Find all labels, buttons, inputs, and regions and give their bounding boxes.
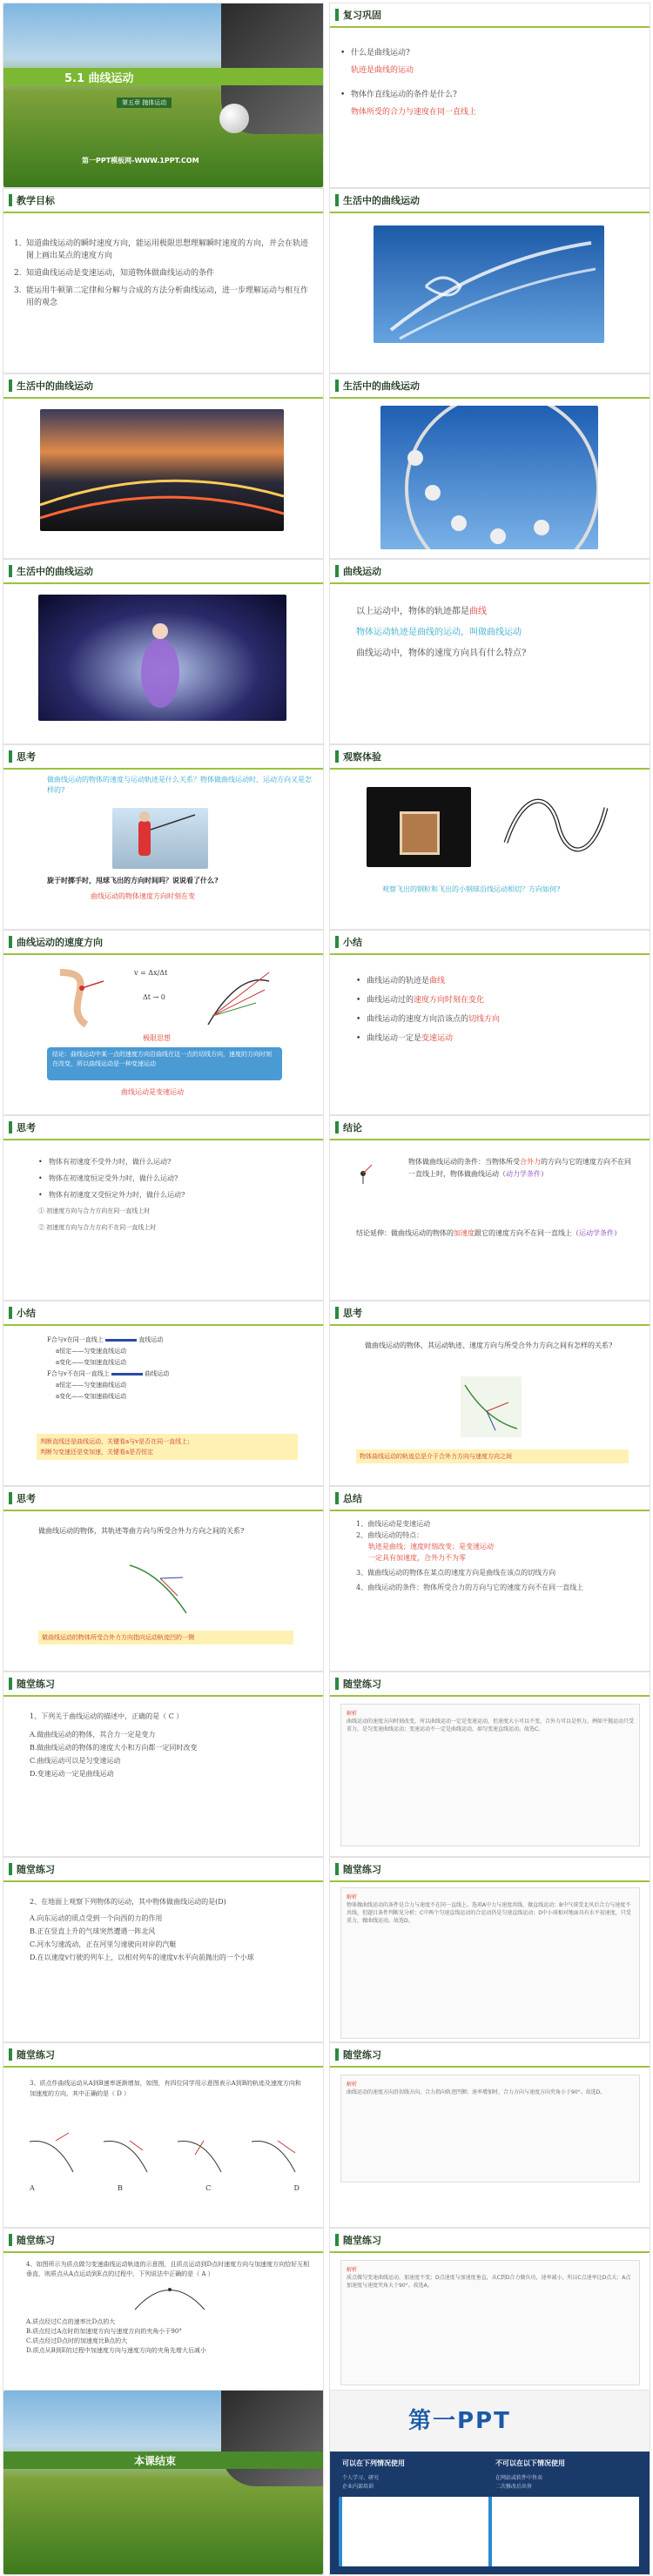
slide-title: 复习巩固 bbox=[343, 10, 381, 21]
slide-title: 曲线运动 bbox=[343, 566, 381, 577]
slide-header bbox=[3, 2229, 323, 2253]
slide-title: 教学目标 bbox=[17, 195, 55, 206]
slide-6 bbox=[330, 374, 650, 558]
title-banner bbox=[3, 68, 323, 85]
condition-text: 物体做曲线运动的条件：当物体所受合外力的方向与它的速度方向不在同一直线上时，物体做曲线运动（动力学条件） bbox=[408, 1158, 631, 1178]
slide-13 bbox=[3, 1116, 323, 1300]
option: D.变速运动一定是曲线运动 bbox=[30, 1770, 114, 1778]
extension-text: 结论延伸：做曲线运动的物体的加速度跟它的速度方向不在同一直线上（运动学条件） bbox=[356, 1229, 621, 1237]
answer: 曲线运动的物体速度方向时刻在变 bbox=[91, 892, 195, 900]
slide-14 bbox=[330, 1116, 650, 1300]
text-line: 物体运动轨迹是曲线的运动，叫做曲线运动 bbox=[356, 628, 522, 637]
summary-item: • 曲线运动的速度方向沿该点的切线方向 bbox=[356, 1012, 639, 1026]
slide-header bbox=[3, 1672, 323, 1697]
slide-19 bbox=[3, 1672, 323, 1856]
slide-title: 生活中的曲线运动 bbox=[343, 380, 420, 392]
slide-title: 思考 bbox=[17, 1493, 36, 1504]
slide-18 bbox=[330, 1487, 650, 1671]
slide-title: 随堂练习 bbox=[343, 1864, 381, 1875]
slide-header bbox=[330, 189, 650, 213]
summary-item: 3、做曲线运动的物体在某点的速度方向是曲线在该点的切线方向 bbox=[356, 1569, 556, 1577]
slide-15 bbox=[3, 1301, 323, 1485]
airshow-photo bbox=[374, 225, 604, 343]
slide-title: 观察体验 bbox=[343, 751, 381, 763]
summary-item: • 曲线运动过的速度方向时刻在变化 bbox=[356, 993, 639, 1007]
slide-title: 随堂练习 bbox=[17, 1678, 55, 1690]
slide-header bbox=[330, 2043, 650, 2068]
slide-header bbox=[330, 2229, 650, 2253]
slide-title: 总结 bbox=[343, 1493, 362, 1504]
think-question: 做曲线运动的物体，其运动轨迹、速度方向与所受合外力方向之间有怎样的关系? bbox=[365, 1342, 613, 1349]
slide-header bbox=[3, 1301, 323, 1326]
photo-frame bbox=[400, 811, 440, 855]
answer: 曲线运动是变速运动 bbox=[121, 1088, 184, 1096]
slide-11 bbox=[3, 931, 323, 1114]
summary-sub: 一定具有加速度，合外力不为零 bbox=[368, 1554, 466, 1562]
option: C.质点经过D点时的加速度比B点的大 bbox=[26, 2337, 128, 2344]
slide-25 bbox=[3, 2229, 323, 2412]
curve-trajectory-diagram bbox=[497, 790, 610, 860]
skater-graphic bbox=[38, 595, 286, 721]
option: C.曲线运动可以是匀变速运动 bbox=[30, 1757, 121, 1765]
question: 4、如图所示为质点做匀变速曲线运动轨迹的示意图，且质点运动到D点时速度方向与加速度方向恰好互相垂直，则质点从A点运动到E点的过程中，下列说法中正确的是（ A ） bbox=[26, 2261, 310, 2277]
question: • 物体作直线运动的条件是什么? bbox=[340, 89, 639, 101]
slide-header bbox=[330, 1487, 650, 1511]
highlight-box: 判断直线还是曲线运动，关键看a与v是否在同一直线上； 判断匀变速还是变加速，关键看a是否恒定 bbox=[37, 1434, 298, 1460]
answer-box: 做曲线运动的物体所受合外力方向指向运动轨迹凹的一侧 bbox=[38, 1631, 293, 1644]
slide-3 bbox=[3, 189, 323, 373]
end-title: 本课结束 bbox=[134, 2455, 177, 2467]
slide-12 bbox=[330, 931, 650, 1114]
option-diagrams bbox=[21, 2129, 308, 2181]
summary-item: • 曲线运动一定是变速运动 bbox=[356, 1032, 639, 1046]
explanation-box: 解析 质点做匀变速曲线运动，加速度不变；D点速度与加速度垂直，从C到D合力做负功，速率减小，所以C点速率比D点大；A点加速度与速度夹角大于90°。故选A。 bbox=[340, 2260, 640, 2385]
player-legs-image bbox=[221, 2391, 323, 2486]
caption: 极限思想 bbox=[143, 1034, 171, 1042]
option: A.做曲线运动的物体，其合力一定是变力 bbox=[30, 1731, 156, 1739]
text-line: 以上运动中，物体的轨迹都是曲线 bbox=[356, 607, 487, 616]
slide-23 bbox=[3, 2043, 323, 2227]
slide-title: 思考 bbox=[343, 1308, 362, 1319]
slide-title: 随堂练习 bbox=[17, 2049, 55, 2061]
answer: 物体所受的合力与速度在同一直线上 bbox=[351, 108, 477, 117]
trajectory-force-diagram bbox=[461, 1376, 522, 1437]
slide-title: 随堂练习 bbox=[343, 1678, 381, 1690]
tangent-limit-diagram bbox=[204, 964, 273, 1033]
explanation-box: 解析 物体做曲线运动的条件是合力与速度不在同一直线上。选项A中力与速度共线，做直线运动；B中气球受北风后合力与速度不共线，但题目条件判断见分析；C中两个匀速直线运动的合运动仍是匀速直线运动；D中小球相对地面具有水平初速度，只受重力，做曲线运动。故选D。 bbox=[340, 1887, 640, 2039]
allowed-header: 可以在下列情况使用 bbox=[342, 2459, 405, 2467]
slide-27-end bbox=[3, 2391, 323, 2574]
slide-header bbox=[330, 1116, 650, 1140]
summary-item: 1、曲线运动是变速运动 bbox=[356, 1520, 431, 1528]
slide-title: 曲线运动的速度方向 bbox=[17, 937, 103, 948]
option: D.在以速度v行驶的列车上，以相对列车的速度v水平向前抛出的一个小球 bbox=[30, 1954, 254, 1961]
brand-logo: 第一PPT bbox=[408, 2408, 511, 2434]
summary-item: 4、曲线运动的条件：物体所受合力的方向与它的速度方向不在同一直线上 bbox=[356, 1584, 584, 1591]
answer: 轨迹是曲线的运动 bbox=[351, 66, 414, 75]
option: A.质点经过C点的速率比D点的大 bbox=[26, 2318, 116, 2325]
football-icon bbox=[219, 104, 249, 133]
slide-1-cover bbox=[3, 3, 323, 187]
sub-case: ② 初速度方向与合力方向不在同一直线上时 bbox=[38, 1224, 157, 1231]
option: B.做曲线运动的物体的速度大小和方向都一定同时改变 bbox=[30, 1744, 198, 1752]
slide-header bbox=[3, 745, 323, 770]
slide-26 bbox=[330, 2229, 650, 2412]
slide-header bbox=[330, 1672, 650, 1697]
goal-item: 3. 能运用牛顿第二定律和分解与合成的方法分析曲线运动，进一步理解运动与相互作用的观念 bbox=[14, 286, 309, 307]
question: 2、在地面上观察下列物体的运动，其中物体做曲线运动的是(D) bbox=[30, 1898, 226, 1906]
cover-title: 5.1 曲线运动 bbox=[64, 72, 134, 85]
figure-skater-photo bbox=[38, 595, 286, 721]
slide-header bbox=[330, 560, 650, 584]
question: • 物体在初速度恒定受外力时，做什么运动? bbox=[38, 1173, 313, 1184]
question: 3、质点作曲线运动从A到B速率逐渐增加，如图，有四位同学用示意图表示A到B的轨迹及速度方向和加速度的方向，其中正确的是（ D ） bbox=[30, 2080, 301, 2097]
slide-header bbox=[3, 1858, 323, 1882]
conclusion-box: 结论：曲线运动中某一点的速度方向沿曲线在这一点的切线方向，速度的方向时刻在改变，所以曲线运动是一种变速运动 bbox=[47, 1047, 282, 1080]
text-line: 曲线运动中，物体的速度方向具有什么特点? bbox=[356, 649, 527, 658]
allowed-list: 个人学习、研究 企业内部培训 bbox=[342, 2475, 380, 2490]
slide-2 bbox=[330, 3, 650, 187]
grinder-sparks-photo bbox=[367, 787, 471, 867]
option: A.向东运动的质点受到一个向西的力的作用 bbox=[30, 1914, 163, 1922]
velocity-formula: v = Δx/Δt bbox=[134, 969, 168, 977]
trajectory-diagram bbox=[131, 2279, 209, 2314]
question: • 物体有初速度又受恒定外力时，做什么运动? bbox=[38, 1189, 313, 1201]
summary-item: • 曲线运动的轨迹是曲线 bbox=[356, 974, 639, 988]
goal-item: 1. 知道曲线运动的瞬时速度方向，能运用极限思想理解瞬时速度的方向，并会在轨迹图上画出某点的速度方向 bbox=[14, 239, 309, 260]
sub-case: ① 初速度方向与合力方向在同一直线上时 bbox=[38, 1207, 151, 1214]
answer-box: 物体曲线运动的轨迹总是介于合外力方向与速度方向之间 bbox=[356, 1449, 629, 1463]
option: B.质点经过A点时的加速度方向与速度方向的夹角小于90° bbox=[26, 2328, 182, 2335]
slide-title: 结论 bbox=[343, 1122, 362, 1133]
slide-8 bbox=[330, 560, 650, 743]
slide-header bbox=[330, 1858, 650, 1882]
light-trails bbox=[40, 409, 284, 531]
slide-title: 思考 bbox=[17, 751, 36, 763]
slide-title: 随堂练习 bbox=[17, 2235, 55, 2246]
slide-4 bbox=[330, 189, 650, 373]
think-question: 做曲线运动的物体的速度与运动轨迹是什么关系？物体做曲线运动时，运动方向又是怎样的? bbox=[47, 776, 312, 794]
slide-header bbox=[330, 1301, 650, 1326]
slide-20 bbox=[330, 1672, 650, 1856]
slide-title: 生活中的曲线运动 bbox=[17, 566, 93, 577]
goal-item: 2. 知道曲线运动是变速运动，知道物体做曲线运动的条件 bbox=[14, 269, 215, 278]
option: C.河水匀速流动，正在河里匀速驶向对岸的汽艇 bbox=[30, 1940, 177, 1948]
slide-header bbox=[3, 931, 323, 955]
question: • 什么是曲线运动? bbox=[340, 47, 639, 59]
think-question: 做曲线运动的物体，其轨迹等曲方向与所受合外力方向之间的关系? bbox=[38, 1527, 245, 1535]
hint-question: 旋于时掷手时，甩球飞出的方向时间吗？说说看了什么? bbox=[47, 876, 219, 884]
slide-22 bbox=[330, 1858, 650, 2041]
slide-header bbox=[3, 560, 323, 584]
question: • 物体有初速度不受外力时，做什么运动? bbox=[38, 1156, 313, 1167]
caption: 观察飞出的钢粒和飞出的小钢球沿线运动相切？方向如何? bbox=[382, 885, 561, 893]
explanation-box: 解析 曲线运动的速度方向沿切线方向，合力指向轨迹凹侧；速率增加时，合力方向与速度方向夹角小于90°。故选D。 bbox=[340, 2075, 640, 2183]
slide-header bbox=[3, 1487, 323, 1511]
slide-7 bbox=[3, 560, 323, 743]
slide-header bbox=[330, 3, 650, 28]
slide-header bbox=[330, 931, 650, 955]
slide-16 bbox=[330, 1301, 650, 1485]
slide-17 bbox=[3, 1487, 323, 1671]
limit-formula: Δt → 0 bbox=[143, 993, 165, 1001]
slide-header bbox=[3, 1116, 323, 1140]
links-table bbox=[339, 2497, 639, 2566]
ferris-wheel-photo bbox=[380, 406, 598, 549]
slide-title: 思考 bbox=[17, 1122, 36, 1133]
cover-subtitle: 第五章 抛体运动 bbox=[117, 98, 172, 108]
option: B.正在竖直上升的气球突然遭遇一阵北风 bbox=[30, 1927, 156, 1935]
slide-header bbox=[3, 2043, 323, 2068]
forbidden-list: 在网站或软件中售卖 二次修改后出售 bbox=[495, 2475, 543, 2490]
highway-night-photo bbox=[40, 409, 284, 531]
slide-title: 随堂练习 bbox=[17, 1864, 55, 1875]
cover-site: 第一PPT模板网-WWW.1PPT.COM bbox=[82, 157, 199, 165]
slide-header bbox=[3, 374, 323, 399]
option: D.质点从B到E的过程中加速度方向与速度方向的夹角先增大后减小 bbox=[26, 2347, 206, 2354]
ferris-wheel-graphic bbox=[380, 406, 598, 549]
summary-sub: 轨迹是曲线；速度时刻改变；是变速运动 bbox=[368, 1543, 494, 1550]
hammer-throw-photo bbox=[112, 808, 208, 869]
slide-28-license bbox=[330, 2391, 650, 2574]
trajectory-concave-diagram bbox=[125, 1557, 195, 1618]
force-velocity-icon bbox=[356, 1158, 374, 1184]
explanation-box: 解析 曲线运动的速度方向时刻改变，所以曲线运动一定是变速运动，但速度大小可以不变，合外力可以是恒力，例如平抛运动只受重力，是匀变速曲线运动；变速运动不一定是曲线运动，如匀变速直线运动。故选C。 bbox=[340, 1704, 640, 1846]
slide-title: 生活中的曲线运动 bbox=[17, 380, 93, 392]
smoke-trails bbox=[374, 225, 604, 343]
slide-header bbox=[330, 745, 650, 770]
thrower-graphic bbox=[112, 808, 208, 869]
forbidden-header: 不可以在以下情况使用 bbox=[495, 2459, 565, 2467]
summary-tree: F合与v在同一直线上 直线运动 a恒定——匀变速直线运动 a变化——变加速直线运动 F合与v不在同一直线上 曲线运动 a恒定——匀变速曲线运动 a变化——变加速曲线运动 bbox=[47, 1336, 170, 1400]
slide-header bbox=[330, 374, 650, 399]
slide-24 bbox=[330, 2043, 650, 2227]
slide-title: 小结 bbox=[17, 1308, 36, 1319]
slide-title: 小结 bbox=[343, 937, 362, 948]
slide-21 bbox=[3, 1858, 323, 2041]
slide-title: 随堂练习 bbox=[343, 2235, 381, 2246]
curve-velocity-diagram bbox=[51, 964, 112, 1033]
slide-title: 生活中的曲线运动 bbox=[343, 195, 420, 206]
option-labels: A B C D bbox=[30, 2184, 300, 2192]
slide-header bbox=[3, 189, 323, 213]
slide-10 bbox=[330, 745, 650, 929]
question: 1、下列关于曲线运动的描述中，正确的是（ C ） bbox=[30, 1712, 184, 1720]
slide-title: 随堂练习 bbox=[343, 2049, 381, 2061]
summary-item: 2、曲线运动的特点： bbox=[356, 1531, 424, 1539]
slide-5 bbox=[3, 374, 323, 558]
slide-9 bbox=[3, 745, 323, 929]
